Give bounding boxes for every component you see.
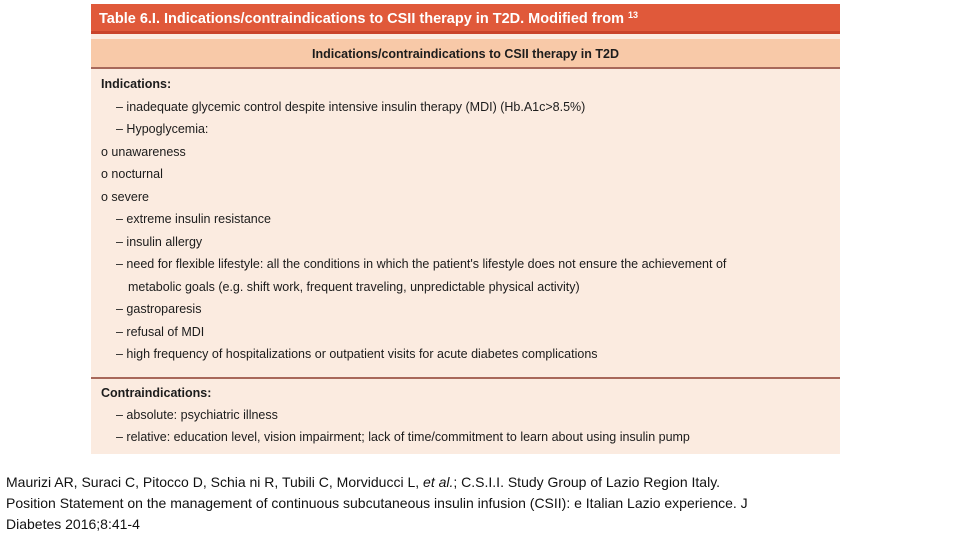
list-item: – refusal of MDI bbox=[116, 325, 205, 339]
list-item: metabolic goals (e.g. shift work, frequent traveling, unpredictable physical activity) bbox=[128, 280, 580, 294]
list-item: – insulin allergy bbox=[116, 235, 203, 249]
list-item: – need for flexible lifestyle: all the conditions in which the patient's lifestyle does not ensure the achievement of bbox=[116, 257, 727, 271]
table-figure bbox=[91, 4, 840, 454]
citation-body: ; C.S.I.I. Study Group of Lazio Region Italy. Position Statement on the management of continuous subcutaneous insulin infusion (CSII): e Italian Lazio experience. J Diabetes 2016;8:41-4 bbox=[6, 474, 752, 532]
table-subheader: Indications/contraindications to CSII therapy in T2D bbox=[91, 39, 840, 69]
section-divider bbox=[91, 377, 840, 379]
list-item: – absolute: psychiatric illness bbox=[116, 408, 278, 422]
list-item: o unawareness bbox=[101, 145, 186, 159]
list-item: o severe bbox=[101, 190, 149, 204]
list-item: o nocturnal bbox=[101, 167, 163, 181]
citation bbox=[6, 472, 766, 535]
list-item: – inadequate glycemic control despite intensive insulin therapy (MDI) (Hb.A1c>8.5%) bbox=[116, 100, 586, 114]
citation-et-al: et al. bbox=[423, 474, 454, 490]
table-title-bar bbox=[91, 4, 840, 34]
list-item: – gastroparesis bbox=[116, 302, 202, 316]
list-item: – high frequency of hospitalizations or outpatient visits for acute diabetes complications bbox=[116, 347, 598, 361]
citation-authors: Maurizi AR, Suraci C, Pitocco D, Schia ni R, Tubili C, Morviducci L, bbox=[6, 474, 424, 490]
list-item: – relative: education level, vision impairment; lack of time/commitment to learn about using insulin pump bbox=[116, 430, 690, 444]
contraindications-heading: Contraindications: bbox=[101, 386, 212, 400]
indications-heading: Indications: bbox=[101, 77, 172, 91]
table-title: Table 6.I. Indications/contraindications to CSII therapy in T2D. Modified from bbox=[99, 11, 625, 27]
list-item: – Hypoglycemia: bbox=[116, 122, 209, 136]
table-title-reference: 13 bbox=[628, 10, 639, 20]
list-item: – extreme insulin resistance bbox=[116, 212, 271, 226]
